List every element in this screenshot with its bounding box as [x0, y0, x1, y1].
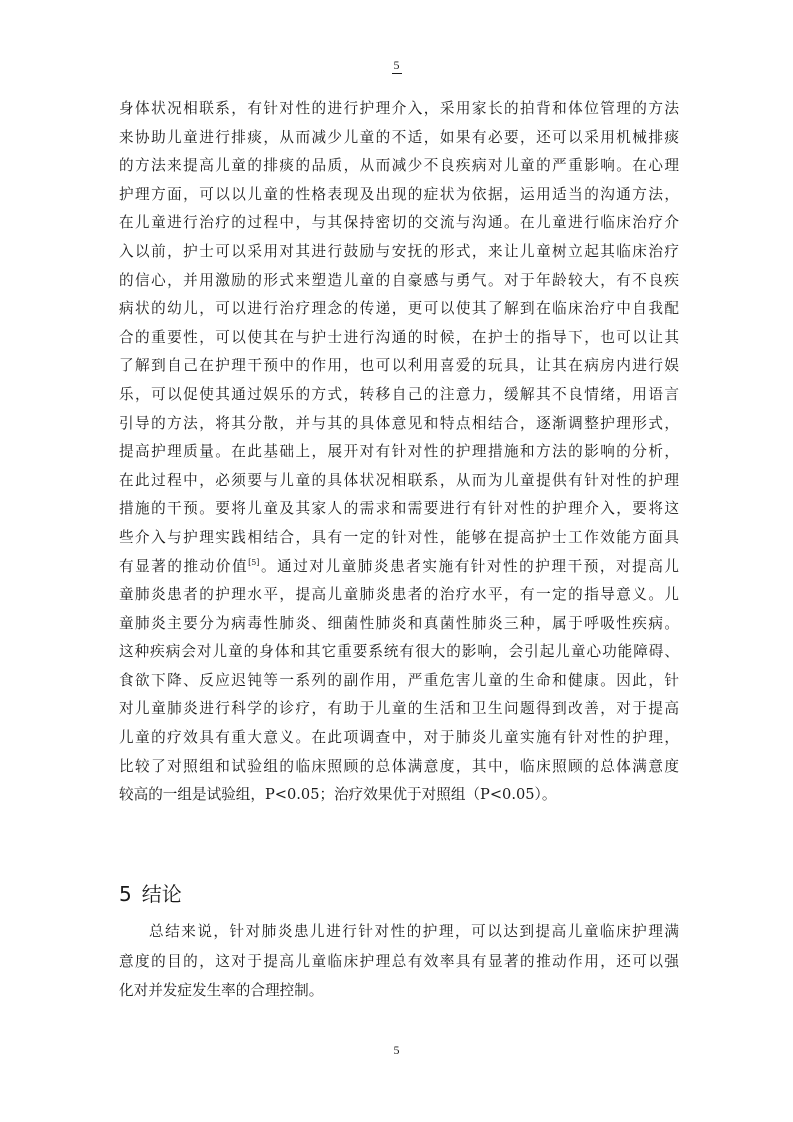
- body-paragraph: [119, 95, 679, 810]
- text-line: 乐，可以促使其通过娱乐的方式，转移自己的注意力，缓解其不良情绪，用语言: [119, 385, 679, 403]
- text-line: 食欲下降、反应迟钝等一系列的副作用，严重危害儿童的生命和健康。因此，针: [119, 671, 679, 689]
- text-line: 来协助儿童进行排痰，从而减少儿童的不适，如果有必要，还可以采用机械排痰: [119, 128, 679, 146]
- text-line: 在儿童进行治疗的过程中，与其保持密切的交流与沟通。在儿童进行临床治疗介: [119, 214, 679, 232]
- header-page-number: 5: [393, 58, 400, 72]
- text-line: 些介入与护理实践相结合，具有一定的针对性，能够在提高护士工作效能方面具: [119, 528, 679, 546]
- text-line: 病状的幼儿，可以进行治疗理念的传递，更可以使其了解到在临床治疗中自我配: [119, 300, 679, 318]
- text-line: 合的重要性，可以使其在与护士进行沟通的时候，在护士的指导下，也可以让其: [119, 328, 679, 346]
- text-line: 护理方面，可以以儿童的性格表现及出现的症状为依据，运用适当的沟通方法，: [119, 185, 679, 203]
- page-header-number: [0, 58, 793, 74]
- page-footer-number: 5: [393, 1043, 400, 1057]
- text-line: 措施的干预。要将儿童及其家人的需求和需要进行有针对性的护理介入，要将这: [119, 500, 679, 518]
- text-line: 童肺炎患者的护理水平，提高儿童肺炎患者的治疗水平，有一定的指导意义。儿: [119, 586, 679, 604]
- conclusion-paragraph: [119, 917, 679, 1006]
- section-title: 结论: [141, 882, 182, 906]
- text-line: 的信心，并用激励的形式来塑造儿童的自豪感与勇气。对于年龄较大，有不良疾: [119, 271, 679, 289]
- text-segment: 有显著的推动价值: [119, 557, 249, 575]
- text-line: 较高的一组是试验组，P<0.05；治疗效果优于对照组（P<0.05）。: [119, 786, 557, 804]
- text-line: 儿童的疗效具有重大意义。在此项调查中，对于肺炎儿童实施有针对性的护理，: [119, 729, 679, 747]
- text-segment: 。通过对儿童肺炎患者实施有针对性的护理干预，对提高儿: [259, 557, 679, 575]
- text-line: 童肺炎主要分为病毒性肺炎、细菌性肺炎和真菌性肺炎三种，属于呼吸性疾病。: [119, 614, 679, 632]
- text-line: 入以前，护士可以采用对其进行鼓励与安抚的形式，来让儿童树立起其临床治疗: [119, 242, 679, 260]
- text-line: 总结来说，针对肺炎患儿进行针对性的护理，可以达到提高儿童临床护理满: [149, 923, 679, 940]
- section-number: 5: [119, 882, 132, 906]
- citation-reference[interactable]: [5]: [248, 557, 260, 567]
- text-line: 了解到自己在护理干预中的作用，也可以利用喜爱的玩具，让其在病房内进行娱: [119, 357, 679, 375]
- text-line: 在此过程中，必须要与儿童的具体状况相联系，从而为儿童提供有针对性的护理: [119, 471, 679, 489]
- text-line: 这种疾病会对儿童的身体和其它重要系统有很大的影响，会引起儿童心功能障碍、: [119, 643, 679, 661]
- text-line: 身体状况相联系，有针对性的进行护理介入，采用家长的拍背和体位管理的方法: [119, 100, 679, 117]
- section-heading: [119, 879, 182, 909]
- text-line: 比较了对照组和试验组的临床照顾的总体满意度，其中，临床照顾的总体满意度: [119, 757, 679, 775]
- text-line-with-citation: [119, 553, 679, 582]
- text-line: 提高护理质量。在此基础上，展开对有针对性的护理措施和方法的影响的分析，: [119, 443, 679, 461]
- text-line: 的方法来提高儿童的排痰的品质，从而减少不良疾病对儿童的严重影响。在心理: [119, 157, 679, 175]
- text-line: 对儿童肺炎进行科学的诊疗，有助于儿童的生活和卫生问题得到改善，对于提高: [119, 700, 679, 718]
- text-line: 意度的目的，这对于提高儿童临床护理总有效率具有显著的推动作用，还可以强: [119, 952, 679, 970]
- text-line: 化对并发症发生率的合理控制。: [119, 982, 324, 999]
- text-line: 引导的方法，将其分散，并与其的具体意见和特点相结合，逐渐调整护理形式，: [119, 414, 679, 432]
